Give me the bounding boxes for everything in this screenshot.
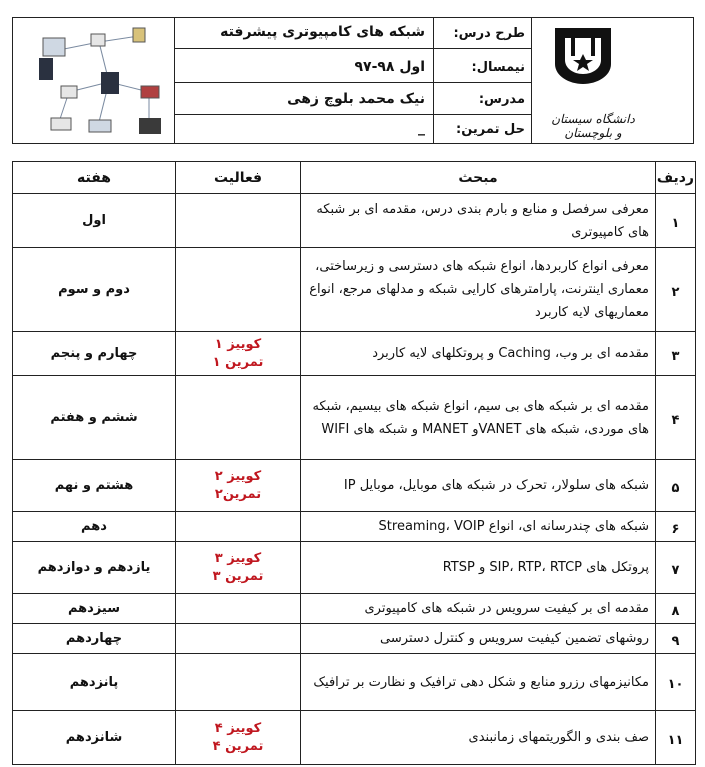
row-number: ۱۱ [656,711,696,765]
table-header-row [13,162,696,194]
row-topic: صف بندی و الگوریتمهای زمانبندی [301,711,656,765]
row-week: اول [13,194,176,248]
row-week: ششم و هفتم [13,376,176,460]
row-number: ۱ [656,194,696,248]
table-row [13,624,696,654]
table-row [13,248,696,332]
table-row [13,542,696,594]
row-number: ۳ [656,332,696,376]
row-week: چهاردهم [13,624,176,654]
table-row [13,460,696,512]
row-week: پانزدهم [13,654,176,711]
row-topic: شبکه های سلولار، تحرک در شبکه های موبایل، موبایل IP [301,460,656,512]
table-row [13,194,696,248]
row-number: ۲ [656,248,696,332]
homework-label: تمرین ۳ [212,568,264,584]
university-name: دانشگاه سیستان و بلوچستان [551,112,635,140]
homework-label: تمرین ۴ [212,738,264,754]
row-activity [176,624,301,654]
homework-label: تمرین۲ [214,486,262,502]
row-number: ۴ [656,376,696,460]
table-row [13,376,696,460]
table-row [13,654,696,711]
table-row [13,594,696,624]
row-week: شانزدهم [13,711,176,765]
exercise-label: حل تمرین: [456,122,525,137]
row-topic: شبکه های چندرسانه ای، انواع Streaming، VOIP [301,512,656,542]
header-activity: فعالیت [176,162,301,194]
row-topic: روشهای تضمین کیفیت سرویس و کنترل دسترسی [301,624,656,654]
teacher-value: نیک محمد بلوچ زهی [287,91,425,107]
row-number: ۵ [656,460,696,512]
row-activity [176,711,301,765]
row-week: یازدهم و دوازدهم [13,542,176,594]
course-value: شبکه های کامپیوتری پیشرفته [220,24,425,40]
quiz-label: کوییز ۱ [214,336,262,352]
row-activity [176,542,301,594]
quiz-label: کوییز ۳ [214,550,262,566]
row-activity [176,194,301,248]
course-label: طرح درس: [453,26,525,41]
course-header-table [12,17,694,144]
row-activity [176,460,301,512]
row-topic: پروتکل های SIP، RTP، RTCP و RTSP [301,542,656,594]
row-activity [176,654,301,711]
row-activity [176,248,301,332]
homework-label: تمرین ۱ [212,354,264,370]
row-activity [176,332,301,376]
header-row-number: ردیف [656,162,696,194]
row-topic: معرفی انواع کاربردها، انواع شبکه های دسترسی و زیرساختی، معماری اینترنت، پارامترهای کارایی شبکه و مدلهای مرجع، انواع معماریهای لایه کاربرد [301,248,656,332]
row-activity [176,512,301,542]
quiz-label: کوییز ۴ [214,720,262,736]
row-number: ۱۰ [656,654,696,711]
header-topic: مبحث [301,162,656,194]
row-number: ۷ [656,542,696,594]
row-topic: مقدمه ای بر شبکه های بی سیم، انواع شبکه های بیسیم، شبکه های موردی، شبکه های VANETو MANET و شبکه های WIFI [301,376,656,460]
university-logo-icon [551,24,615,88]
table-row [13,512,696,542]
row-week: دوم و سوم [13,248,176,332]
exercise-value: _ [418,120,425,136]
row-week: هشتم و نهم [13,460,176,512]
quiz-label: کوییز ۲ [214,468,262,484]
row-activity [176,376,301,460]
schedule-table [12,161,696,765]
header-week: هفته [13,162,176,194]
row-topic: مقدمه ای بر وب، Caching و پروتکلهای لایه کاربرد [301,332,656,376]
teacher-label: مدرس: [478,92,525,107]
row-number: ۹ [656,624,696,654]
row-topic: مقدمه ای بر کیفیت سرویس در شبکه های کامپیوتری [301,594,656,624]
row-number: ۸ [656,594,696,624]
table-row [13,711,696,765]
row-topic: معرفی سرفصل و منابع و بارم بندی درس، مقدمه ای بر شبکه های کامپیوتری [301,194,656,248]
row-number: ۶ [656,512,696,542]
term-label: نیمسال: [471,60,525,75]
row-week: چهارم و پنجم [13,332,176,376]
term-value: اول ۹۸-۹۷ [354,59,425,75]
row-week: دهم [13,512,176,542]
table-row [13,332,696,376]
row-topic: مکانیزمهای رزرو منابع و شکل دهی ترافیک و نظارت بر ترافیک [301,654,656,711]
row-activity [176,594,301,624]
row-week: سیزدهم [13,594,176,624]
network-diagram-image [29,22,179,140]
